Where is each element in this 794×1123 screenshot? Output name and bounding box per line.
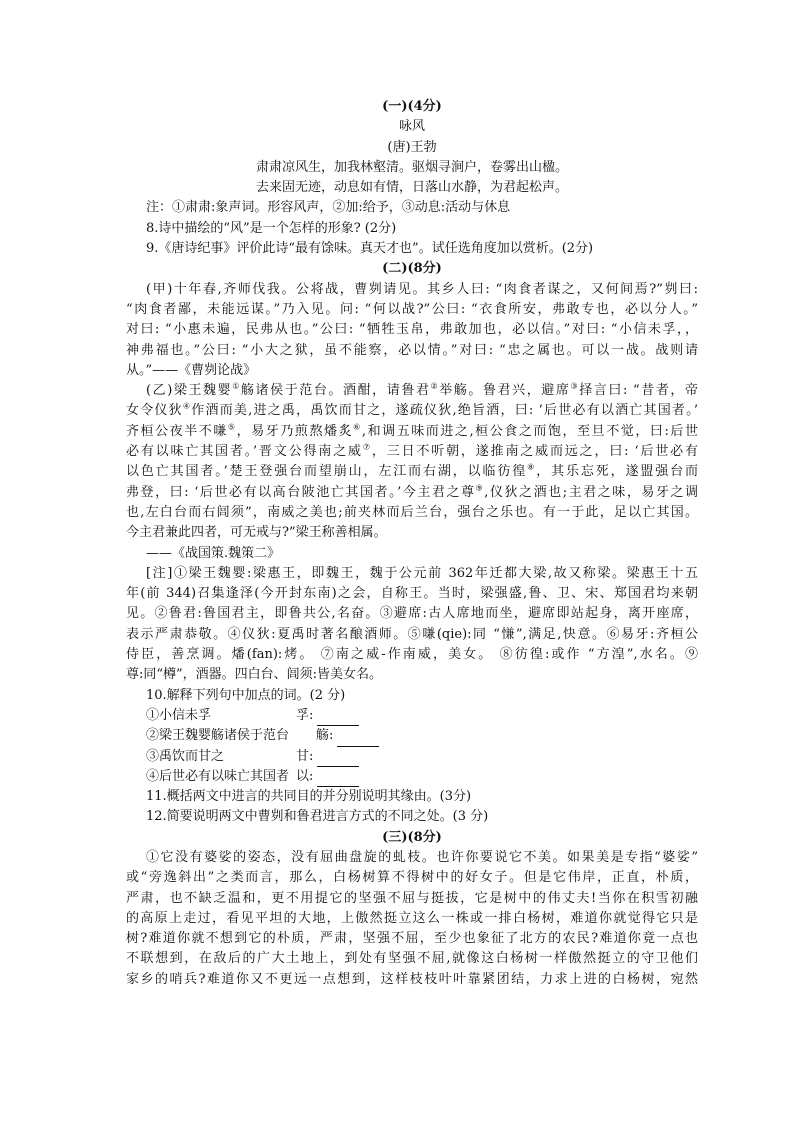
passage-yi-text: 觞诸侯于范台。酒酣，请鲁君: [240, 383, 431, 399]
passage-jia: [126, 280, 698, 381]
poem-author: (唐)王勃: [387, 139, 437, 155]
passage-yi-text: 也,左白台而右闾须”，南威之美也;前夹林而后兰台，强台之乐也。有一于此，足以亡其国。: [126, 504, 698, 520]
section2-heading: (二)(8分): [382, 261, 442, 277]
answer-blank[interactable]: [317, 752, 359, 767]
question-8: 8.诗中描绘的“风”是一个怎样的形象? (2分): [146, 220, 397, 236]
question-12: 12.简要说明两文中曹刿和鲁君进言方式的不同之处。(3 分): [146, 809, 489, 825]
passage-yi-text: (乙)梁王魏婴: [146, 383, 233, 399]
answer-blank[interactable]: [337, 732, 379, 747]
note-marker: ⑦: [362, 442, 372, 452]
passage-yi-text: 必有以味亡其国者。’晋文公得南之威: [126, 444, 363, 460]
note-marker: ②: [430, 381, 440, 391]
passage-three-line: 的高原上走过，看见平坦的大地，上傲然挺立这么一株或一排白杨树，难道你就觉得它只是: [126, 910, 698, 926]
passage-three-line: 家乡的哨兵?难道你又不更远一点想到，这样枝枝叶叶靠紧团结，力求上进的白杨树，宛然: [126, 971, 698, 987]
passage-three-line: 或“旁逸斜出”之类而言，那么，白杨树算不得树中的好女子。但是它伟岸，正直，朴质，: [126, 870, 698, 886]
passage-three-line: 严肃，也不缺乏温和，更不用提它的坚强不屈与挺拔，它是树中的伟丈夫!当你在积雪初融: [126, 890, 698, 906]
poem-line-2: 去来固无迹，动息如有情，日落山水静，为君起松声。: [255, 180, 568, 196]
note-line: 尊:同“樽”，酒器。四白台、闾须:皆美女名。: [126, 667, 383, 683]
question-10-item: [146, 747, 678, 767]
passage-yi-line: [126, 523, 698, 543]
passage-jia-line: “肉食者鄙，未能远谋。”乃入见。问: “何以战?”公曰: “衣食所安，弗敢专也，必以分人。”: [126, 301, 698, 317]
passage-jia-line: (甲)十年春,齐师伐我。公将战，曹刿请见。其乡人曰: “肉食者谋之，又何间焉?”刿曰:: [146, 281, 698, 297]
passage-yi-text: 今主君兼此四者，可无戒与?”梁王称善相属。: [126, 525, 387, 541]
question-10-item: [146, 726, 678, 746]
exam-content: [126, 97, 698, 990]
answer-blank[interactable]: [317, 772, 359, 787]
question-10-sentence: ①小信未孚: [146, 707, 212, 723]
poem-note: 注：①肃肃:象声词。形容风声，②加:给予，③动息:活动与休息: [146, 200, 511, 216]
question-10-sentence: ②梁王魏婴觞诸侯于范台: [146, 728, 290, 744]
passage-yi-line: [126, 503, 698, 523]
question-10: 10.解释下列句中加点的词。(2 分): [146, 687, 346, 703]
answer-blank[interactable]: [317, 711, 359, 726]
passage-yi-text: ，三日不听朝，遂推南之威而远之，曰: ‘后世必有: [371, 444, 698, 460]
section3-heading: (三)(8分): [382, 829, 442, 845]
note-line: [注]①梁王魏婴:梁惠王，即魏王，魏于公元前 362年迁都大梁,故又称梁。梁惠王十五: [146, 565, 698, 581]
poem-title: 咏风: [398, 119, 425, 135]
question-10-word: 孚:: [296, 707, 314, 723]
passage-yi-line: [126, 381, 698, 401]
passage-yi-line: [126, 442, 698, 462]
passage-yi-text: 女令仪狄: [126, 403, 183, 419]
note-marker: ⑨: [475, 483, 485, 493]
note-marker: ⑥: [353, 422, 362, 432]
passage-yi-line: [126, 462, 698, 482]
passage-notes: [126, 564, 698, 686]
passage-yi-text: 择言曰: “昔者，帝: [579, 383, 698, 399]
note-marker: ③: [570, 381, 580, 391]
passage-yi-text: 以色亡其国者。’楚王登强台而望崩山，左江而右湖，以临彷徨: [126, 464, 528, 480]
passage-yi-text: 弗登，曰: ‘后世必有以高台陂池亡其国者。’今主君之尊: [126, 484, 476, 500]
passage-yi-text: 齐桓公夜半不嗛: [126, 423, 228, 439]
note-marker: ⑧: [527, 463, 537, 473]
passage-jia-line: 对曰: “小惠未遍，民弗从也。”公曰: “牺牲玉帛，弗敢加也，必以信。”对曰: “小信未孚，，: [126, 322, 698, 338]
question-10-word: 以:: [296, 768, 314, 784]
question-9: 9.《唐诗纪事》评价此诗“最有馀味。真天才也”。试任选角度加以赏析。(2分): [146, 241, 594, 257]
passage-jia-line: 从。”——《曹刿论战》: [126, 362, 257, 378]
passage-yi-source: ——《战国策.魏策二》: [146, 545, 281, 561]
passage-three-line: ①它没有婆娑的姿态，没有屈曲盘旋的虬枝。也许你要说它不美。如果美是专指“婆娑”: [146, 849, 698, 865]
question-10-items: [146, 706, 678, 787]
passage-jia-line: 神弗福也。”公曰: “小大之狱，虽不能察，必以情。”对曰: “忠之属也。可以一战。战则请: [126, 342, 698, 358]
passage-yi-text: ,仪狄之酒也;主君之味，易牙之调: [484, 484, 698, 500]
note-line: 表示严肃恭敬。④仪狄:夏禹时著名酿酒师。⑤嗛(qie):同 “慊”,满足,快意。⑥易牙:齐桓公: [126, 626, 698, 642]
poem-line-1: 肃肃凉风生，加我林壑清。驱烟寻涧户，卷雾出山楹。: [255, 159, 568, 175]
passage-three: [126, 848, 698, 990]
passage-yi: [126, 381, 698, 543]
passage-yi-text: ，其乐忘死，遂盟强台而: [536, 464, 698, 480]
question-10-sentence: ④后世必有以味亡其国者: [146, 768, 290, 784]
question-11: 11.概括两文中进言的共同目的并分别说明其缘由。(3分): [146, 789, 472, 805]
passage-three-line: 不联想到，在敌后的广大土地上，到处有坚强不屈,就像这白杨树一样傲然挺立的守卫他们: [126, 951, 698, 967]
question-10-item: [146, 706, 678, 726]
note-line: 年(前 344)召集逢泽(今开封东南)之会，自称王。当时，梁强盛,鲁、卫、宋、郑国君均来朝: [126, 586, 698, 602]
note-marker: ⑤: [227, 422, 237, 432]
passage-yi-text: ，易牙乃煎熬燔炙: [236, 423, 354, 439]
note-marker: ①: [232, 381, 241, 391]
question-10-sentence: ③禹饮而甘之: [146, 748, 225, 764]
passage-yi-text: ,和调五味而进之,桓公食之而饱，至旦不觉，曰:后世: [361, 423, 698, 439]
question-10-item: [146, 767, 678, 787]
passage-three-line: 树?难道你就不想到它的朴质，严肃，坚强不屈，至少也象征了北方的农民?难道你竟一点也: [126, 931, 698, 947]
question-10-word: 觞:: [316, 728, 334, 744]
passage-yi-line: [126, 422, 698, 442]
passage-yi-text: 作酒而美,进之禹，禹饮而甘之，遂疏仪狄,绝旨酒，曰: ‘后世必有以酒亡其国者。’: [191, 403, 698, 419]
passage-yi-line: [126, 483, 698, 503]
section1-heading: (一)(4分): [382, 99, 442, 114]
note-marker: ④: [182, 402, 192, 412]
question-10-word: 甘:: [296, 748, 314, 764]
passage-yi-line: [126, 401, 698, 421]
note-line: 侍臣，善烹调。燔(fan):烤。 ⑦南之威-作南威，美女。 ⑧彷徨:或作 “方湟”,水名。⑨: [126, 647, 698, 663]
passage-yi-text: 举觞。鲁君兴，避席: [439, 383, 571, 399]
note-line: 见。②鲁君:鲁国君主，即鲁共公,名奋。③避席:古人席地而坐，避席即站起身，离开座席，: [126, 606, 698, 622]
